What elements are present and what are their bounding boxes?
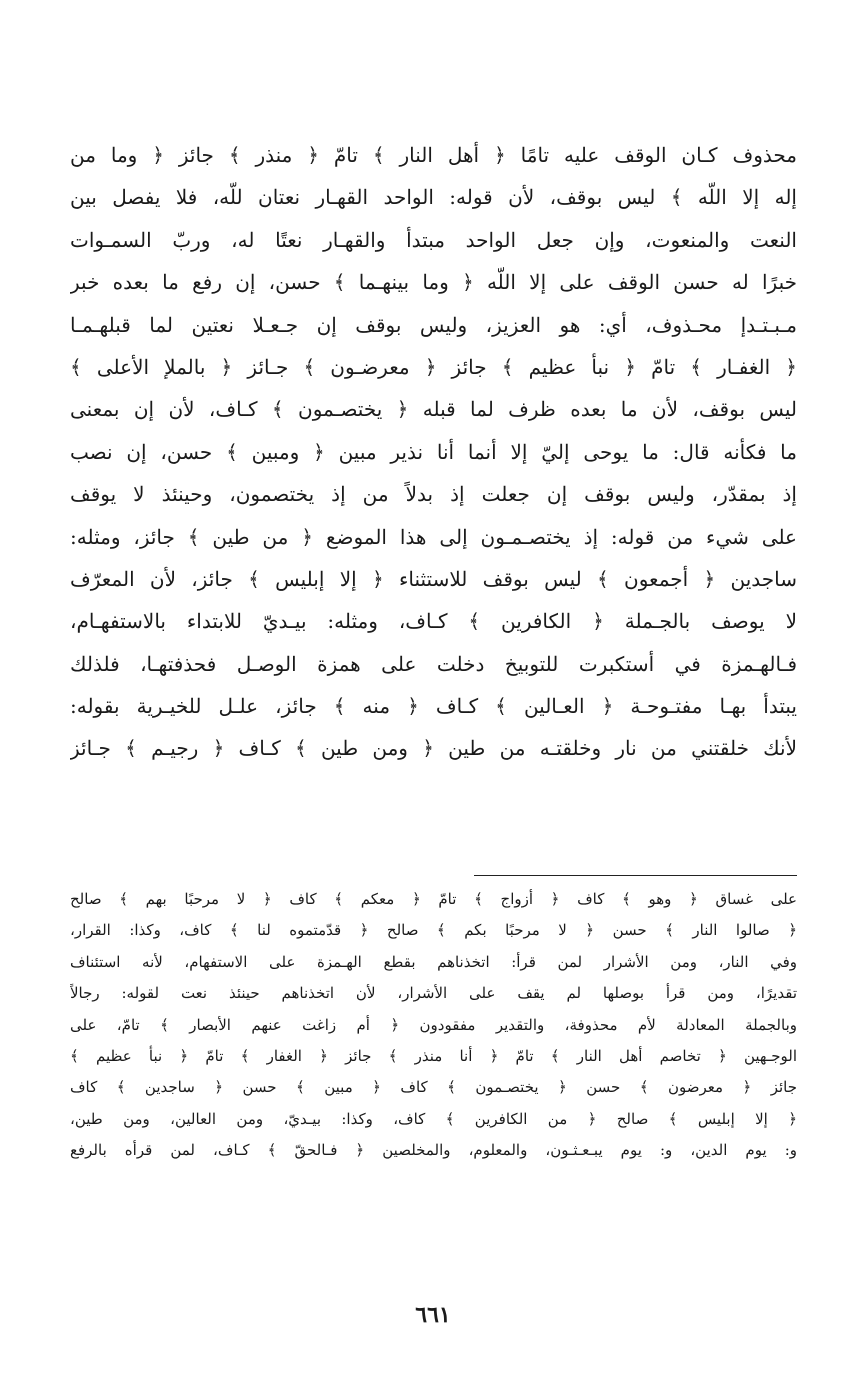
main-text-line: محذوف كـان الوقف عليه تامًا ﴿ أهل النار ﴾ تامّ ﴿ منذر ﴾ جائز ﴿ وما من <box>70 143 797 167</box>
footnote-line: على غساق ﴿ وهو ﴾ كاف ﴿ أزواج ﴾ تامّ ﴿ معكم ﴾ كاف ﴿ لا مرحبًا بهم ﴾ صالح <box>70 890 797 908</box>
main-text-line: يبتدأ بهـا مفتـوحـة ﴿ العـالين ﴾ كـاف ﴿ منه ﴾ جائز، علـل للخيـرية بقوله: <box>70 694 797 719</box>
footnote-line: ﴿ إلا إبليس ﴾ صالح ﴿ من الكافرين ﴾ كاف، وكذا: بيـديّ، ومن العالين، ومن طين، <box>70 1109 797 1128</box>
footnote-line: وبالجملة المعادلة لأم محذوفة، والتقدير مفقودون ﴿ أم زاغت عنهم الأبصار ﴾ تامّ، على <box>70 1015 797 1034</box>
main-text-line: خبرًا له حسن الوقف على إلا اللّه ﴿ وما بينهـما ﴾ حسن، إن رفع ما بعده خبر <box>70 270 797 295</box>
main-text-line: النعت والمنعوت، وإن جعل الواحد مبتدأ والقهـار نعتًا له، وربّ السمـوات <box>70 227 797 252</box>
footnote-line: جائز ﴿ معرضون ﴾ حسن ﴿ يختصـمون ﴾ كاف ﴿ مبين ﴾ حسن ﴿ ساجدين ﴾ كاف <box>70 1078 797 1097</box>
main-text-line: ﴿ الغفـار ﴾ تامّ ﴿ نبأ عظيم ﴾ جائز ﴿ معرضـون ﴾ جـائز ﴿ بالملإ الأعلى ﴾ <box>70 354 797 379</box>
main-text-line: فـالهـمزة في أستكبرت للتوبيخ دخلت على همزة الوصـل فحذفتهـا، فلذلك <box>70 651 797 676</box>
main-text-line: ساجدين ﴿ أجمعون ﴾ ليس بوقف للاستثناء ﴿ إلا إبليس ﴾ جائز، لأن المعرّف <box>70 566 797 591</box>
footnote-line: ﴿ صالوا النار ﴾ حسن ﴿ لا مرحبًا بكم ﴾ صالح ﴿ قدّمتموه لنا ﴾ كاف، وكذا: القرار، <box>70 921 797 940</box>
main-text-block <box>70 134 797 770</box>
main-text-line: لا يوصف بالجـملة ﴿ الكافرين ﴾ كـاف، ومثله: بيـديّ للابتداء بالاستفهـام، <box>70 609 797 634</box>
main-text-line: مـبـتـدإ محـذوف، أي: هو العزيز، وليس بوقف إن جـعـلا نعتين لما قبلهـمـا <box>70 312 797 337</box>
footnotes-block <box>70 884 797 1167</box>
footnote-line: تقديرًا، ومن قرأ بوصلها لم يقف على الأشرار، لأن اتخذناهم حينئذ نعت لقوله: رجالاً <box>70 984 797 1003</box>
page-number: ٦٦١ <box>415 1302 451 1328</box>
main-text-line: على شيء من قوله: إذ يختصـمـون إلى هذا الموضع ﴿ من طين ﴾ جائز، ومثله: <box>70 524 797 549</box>
main-text-line: ليس بوقف، لأن ما بعده ظرف لما قبله ﴿ يختصـمون ﴾ كـاف، لأن إن بمعنى <box>70 397 797 422</box>
footnote-line: وفي النار، ومن الأشرار لمن قرأ: اتخذناهم بقطع الهـمزة على الاستفهام، لأنه استئناف <box>70 952 797 971</box>
footnote-separator <box>474 875 797 876</box>
main-text-line: إله إلا اللّه ﴾ ليس بوقف، لأن قوله: الواحد القهـار نعتان للّه، فلا يفصل بين <box>70 185 797 210</box>
main-text-line: إذ بمقدّر، وليس بوقف إن جعلت إذ بدلاً من إذ يختصمون، وحينئذ لا يوقف <box>70 482 797 507</box>
main-text-line: لأنك خلقتني من نار وخلقتـه من طين ﴿ ومن طين ﴾ كـاف ﴿ رجيـم ﴾ جـائز <box>70 736 797 761</box>
footnote-line: الوجـهين ﴿ تخاصم أهل النار ﴾ تامّ ﴿ أنا منذر ﴾ جائز ﴿ الغفار ﴾ تامّ ﴿ نبأ عظيم ﴾ <box>70 1046 797 1065</box>
footnote-line: و: يوم الدين، و: يوم يبـعـثـون، والمعلوم، والمخلصين ﴿ فـالحقّ ﴾ كـاف، لمن قرأه بالرفع <box>70 1141 797 1160</box>
main-text-line: ما فكأنه قال: ما يوحى إليّ إلا أنما أنا نذير مبين ﴿ ومبين ﴾ حسن، إن نصب <box>70 439 797 464</box>
